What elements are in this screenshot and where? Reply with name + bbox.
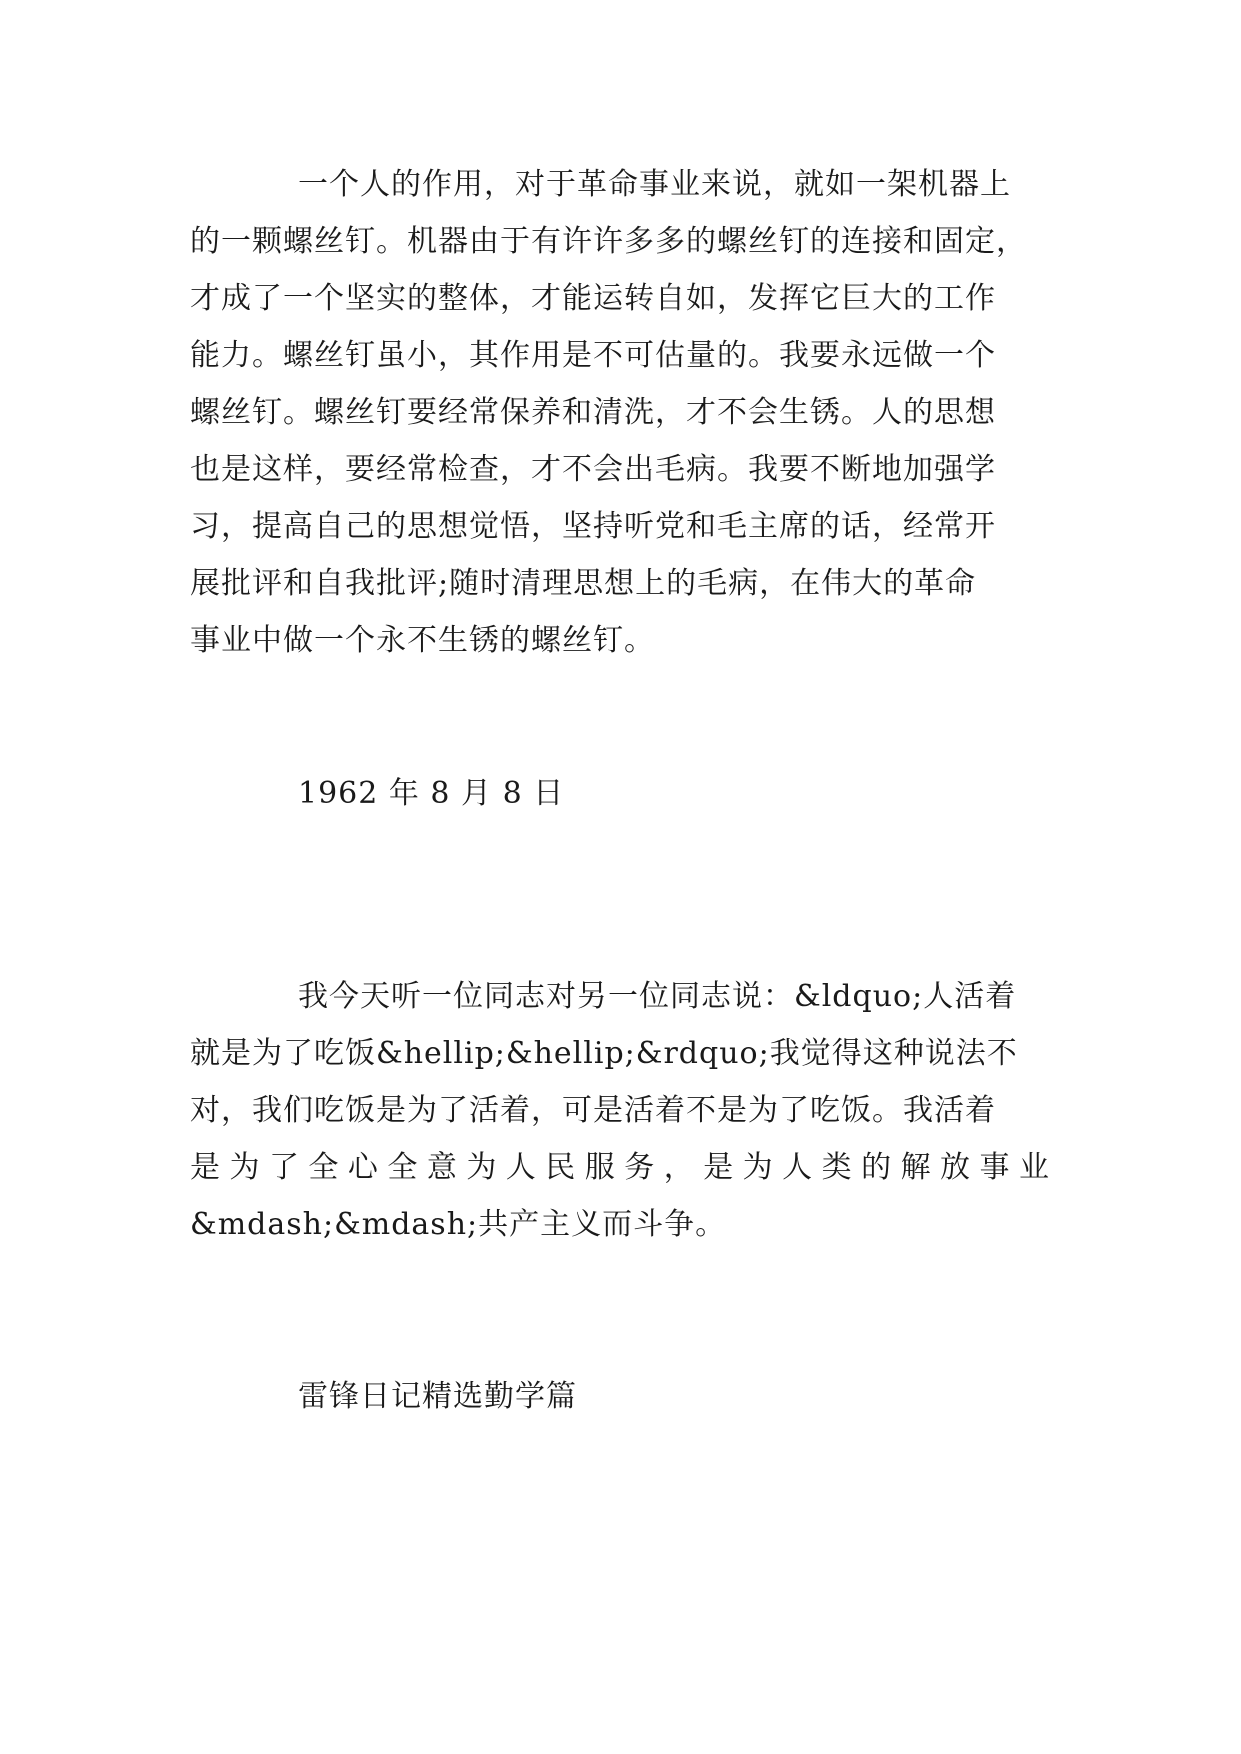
paragraph-2-line-2: 就是为了吃饭&hellip;&hellip;&rdquo;我觉得这种说法不 (190, 1036, 1018, 1071)
paragraph-1-line-4: 能力。螺丝钉虽小，其作用是不可估量的。我要永远做一个 (190, 338, 996, 373)
paragraph-1-line-7: 习，提高自己的思想觉悟，坚持听党和毛主席的话，经常开 (190, 509, 996, 544)
paragraph-1-line-5: 螺丝钉。螺丝钉要经常保养和清洗，才不会生锈。人的思想 (190, 395, 996, 430)
diary-date: 1962 年 8 月 8 日 (298, 776, 565, 811)
paragraph-2-line-4: 是为了全心全意为人民服务，是为人类的解放事业 (190, 1150, 1050, 1185)
paragraph-2-line-5: &mdash;&mdash;共产主义而斗争。 (190, 1207, 727, 1242)
paragraph-1-line-2: 的一颗螺丝钉。机器由于有许许多多的螺丝钉的连接和固定， (190, 224, 1027, 259)
paragraph-1-line-6: 也是这样，要经常检查，才不会出毛病。我要不断地加强学 (190, 452, 996, 487)
section-title: 雷锋日记精选勤学篇 (298, 1379, 577, 1414)
paragraph-1-line-1: 一个人的作用，对于革命事业来说，就如一架机器上 (298, 167, 1011, 202)
paragraph-1-line-3: 才成了一个坚实的整体，才能运转自如，发挥它巨大的工作 (190, 281, 996, 316)
paragraph-2-line-3: 对，我们吃饭是为了活着，可是活着不是为了吃饭。我活着 (190, 1093, 996, 1128)
paragraph-1-line-8: 展批评和自我批评;随时清理思想上的毛病，在伟大的革命 (190, 566, 977, 601)
paragraph-2-line-1: 我今天听一位同志对另一位同志说：&ldquo;人活着 (298, 979, 1017, 1014)
paragraph-1-line-9: 事业中做一个永不生锈的螺丝钉。 (190, 623, 655, 658)
